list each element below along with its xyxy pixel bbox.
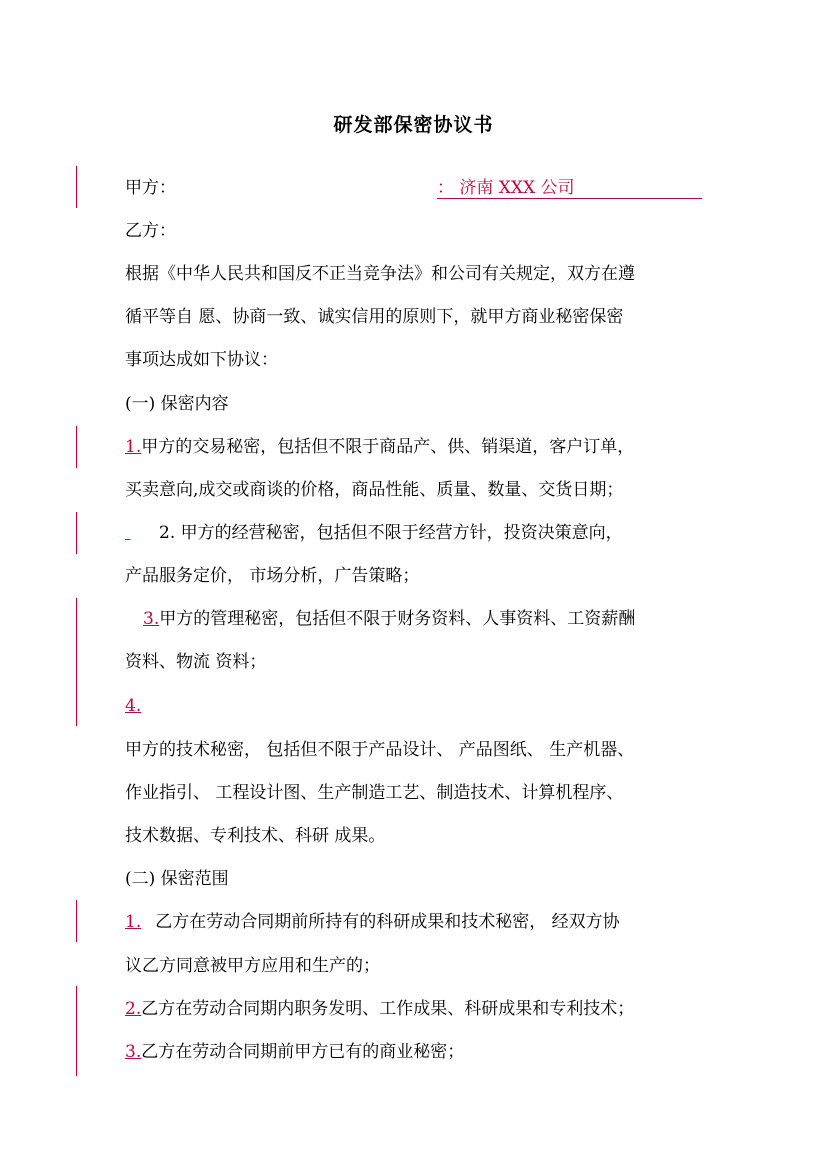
revision-bar (76, 426, 77, 468)
item-number: 1. (125, 437, 142, 457)
list-item-continuation: 议乙方同意被甲方应用和生产的； (125, 956, 380, 976)
revision-bar (76, 166, 77, 208)
revision-bar (76, 598, 77, 726)
list-item (125, 1042, 464, 1062)
document-title: 研发部保密协议书 (333, 114, 494, 136)
list-item (125, 609, 635, 629)
item-number: 4. (125, 696, 142, 716)
list-item-continuation: 资料、物流 资料； (125, 652, 267, 672)
list-item (125, 523, 623, 543)
item-text: 甲方的管理秘密，包括但不限于财务资料、人事资料、工资薪酬 (159, 609, 636, 629)
intro-line: 循平等自 愿、协商一致、诚实信用的原则下，就甲方商业秘密保密 (125, 307, 624, 327)
item-text: 乙方在劳动合同期内职务发明、工作成果、科研成果和专利技术； (141, 999, 635, 1019)
intro-line: 根据《中华人民共和国反不正当竞争法》和公司有关规定，双方在遵 (125, 264, 635, 284)
item-text: 乙方在劳动合同期前甲方已有的商业秘密； (141, 1042, 465, 1062)
revision-bar (76, 512, 77, 554)
list-item (125, 437, 634, 457)
item-number: 3. (125, 1042, 142, 1062)
list-item-continuation: 产品服务定价， 市场分析，广告策略； (125, 566, 420, 586)
item-number: 2. (125, 999, 142, 1019)
revision-bar (76, 900, 77, 942)
list-item-continuation: 技术数据、专利技术、科研 成果。 (125, 826, 386, 846)
list-item (125, 696, 141, 716)
list-item (125, 999, 634, 1019)
item-text: 甲方的交易秘密，包括但不限于商品产、供、销渠道，客户订单， (141, 437, 635, 457)
item-number: 3. (143, 609, 160, 629)
inserted-space (125, 523, 159, 543)
party-b-label: 乙方： (125, 221, 176, 241)
list-item-continuation: 作业指引、 工程设计图、生产制造工艺、制造技术、计算机程序、 (125, 783, 624, 803)
revision-bar (76, 986, 77, 1076)
list-item (125, 912, 620, 932)
item-number: 2. (159, 523, 176, 543)
intro-line: 事项达成如下协议： (125, 350, 278, 370)
list-item-continuation: 甲方的技术秘密， 包括但不限于产品设计、 产品图纸、 生产机器、 (125, 740, 635, 760)
item-text: 乙方在劳动合同期前所持有的科研成果和技术秘密， 经双方协 (155, 912, 620, 932)
section-heading-confidential-content: (一) 保密内容 (125, 394, 229, 414)
party-a-label: 甲方： (125, 178, 176, 198)
section-heading-confidential-scope: (二) 保密范围 (125, 869, 229, 889)
item-number: 1. (125, 912, 142, 932)
list-item-continuation: 买卖意向,成交或商谈的价格，商品性能、质量、数量、交货日期； (125, 480, 624, 500)
item-text: 甲方的经营秘密，包括但不限于经营方针，投资决策意向， (175, 523, 623, 543)
party-a-value: ： 济南 XXX 公司 (437, 178, 702, 199)
